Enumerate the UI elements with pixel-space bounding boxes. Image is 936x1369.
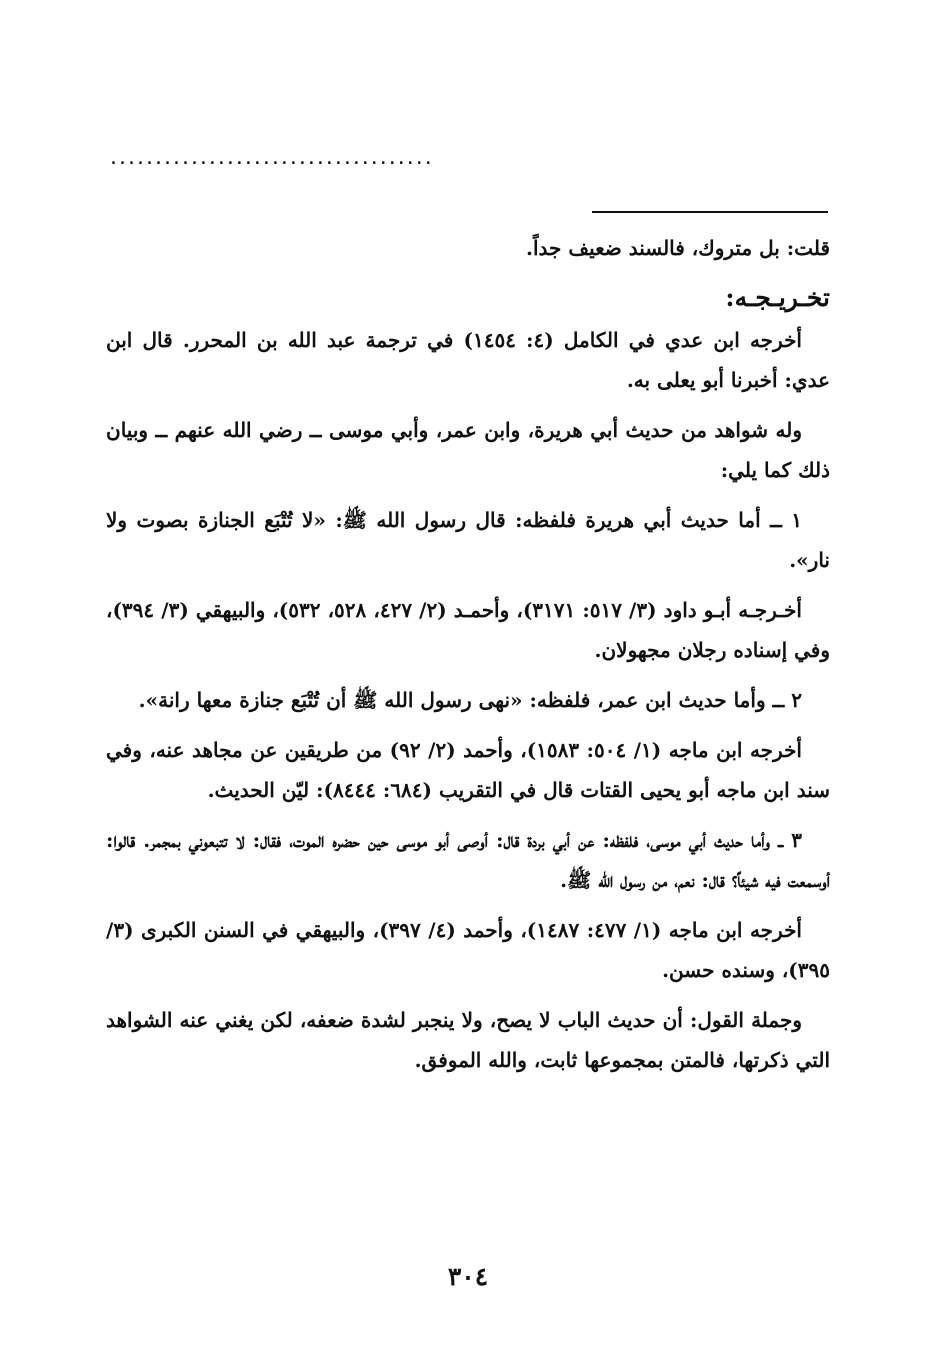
page-body bbox=[106, 228, 830, 1090]
page-number: ٣٠٤ bbox=[447, 1262, 489, 1291]
paragraph: وجملة القول: أن حديث الباب لا يصح، ولا ينجبر لشدة ضعفه، لكن يغني عنه الشواهد التي ذكرتها، فالمتن بمجموعها ثابت، والله الموفق. bbox=[106, 1008, 830, 1072]
note-line: قلت: بل متروك، فالسند ضعيف جداً. bbox=[526, 236, 830, 260]
paragraph: أخـرجـه أبـو داود (٣/ ٥١٧: ٣١٧١)، وأحمـد (٢/ ٤٢٧، ٥٢٨، ٥٣٢)، والبيهقي (٣/ ٣٩٤)، وفي إسناده رجلان مجهولان. bbox=[106, 598, 830, 662]
paragraph: أخرجه ابن ماجه (١/ ٤٧٧: ١٤٨٧)، وأحمد (٤/ ٣٩٧)، والبيهقي في السنن الكبرى (٣/ ٣٩٥)، وسنده حسن. bbox=[106, 918, 830, 982]
paragraph: أخرجه ابن عدي في الكامل (٤: ١٤٥٤) في ترجمة عبد الله بن المحرر. قال ابن عدي: أخبرنا أبو يعلى به. bbox=[106, 328, 830, 392]
paragraph: ١ ــ أما حديث أبي هريرة فلفظه: قال رسول الله ﷺ: «لا تُتْبَع الجنازة بصوت ولا نار». bbox=[106, 508, 830, 572]
dotted-separator: .................................... bbox=[110, 145, 434, 170]
paragraph: وله شواهد من حديث أبي هريرة، وابن عمر، وأبي موسى ــ رضي الله عنهم ــ وبيان ذلك كما يلي: bbox=[106, 418, 830, 482]
paragraph: أخرجه ابن ماجه (١/ ٥٠٤: ١٥٨٣)، وأحمد (٢/ ٩٢) من طريقين عن مجاهد عنه، وفي سند ابن ماجه أبو يحيى القتات قال في التقريب (٦٨٤: ٨٤٤٤): ليّن الحديث. bbox=[106, 738, 830, 802]
section-heading: تخـريـجـه: bbox=[725, 283, 830, 312]
footnote-rule bbox=[592, 211, 828, 213]
paragraph: ٣ ــ وأما حديث أبي موسى، فلفظه: عن أبي بردة قال: أوصى أبو موسى حين حضره الموت، فقال: لا تتبعوني بمجمر. قالوا: أوسمعت فيه شيئاً؟ قال: نعم، من رسول الله ﷺ. bbox=[106, 828, 830, 892]
paragraph: ٢ ــ وأما حديث ابن عمر، فلفظه: «نهى رسول الله ﷺ أن تُتْبَع جنازة معها رانة». bbox=[138, 688, 802, 712]
